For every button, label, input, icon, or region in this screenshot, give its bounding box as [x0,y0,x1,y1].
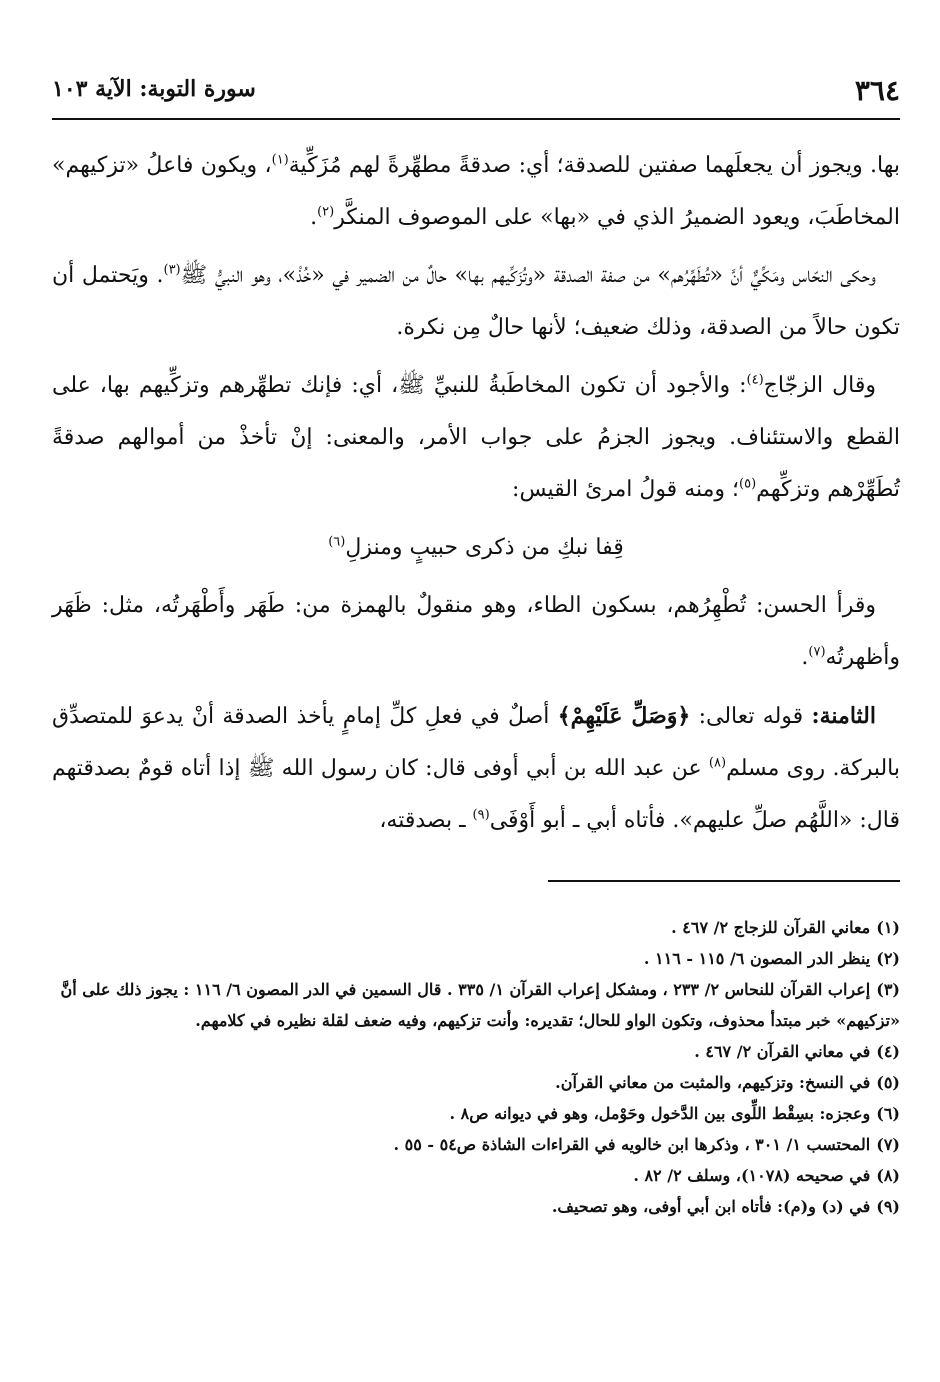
text-run: أصلٌ في فعلِ كلِّ إمامٍ يأخذ الصدقة أنْ يدعوَ للمتصدِّق بالبركة. روى مسلم [52,704,901,781]
footnote-number: (٢) [876,949,900,968]
paragraph-4 [52,580,900,684]
footnote-1 [52,912,900,943]
footnote-text: في صحيحه (١٠٧٨)، وسلف ٢/ ٨٢ . [633,1166,871,1185]
text-run: . ويَحتمل أن تكون حالاً من الصدقة، وذلك ضعيف؛ لأنها حالٌ مِن نكرة. [52,263,900,340]
main-text [52,140,900,853]
footnote-text: إعراب القرآن للنحاس ٢/ ٢٣٣ ، ومشكل إعراب القرآن ١/ ٣٣٥ . قال السمين في الدر المصون ٦/ ١١٦ : يجوز ذلك على أنَّ «تزكيهم» خبر مبتدأ محذوف، وتكون الواو للحال؛ تقديره: وأنت تزكيهم، وفيه ضعف لقلة نظيره في كلامهم. [60,980,900,1030]
section-lead: الثامنة: [811,703,876,729]
footnote-8 [52,1160,900,1191]
text-run: ، ويكون فاعلُ «تزكيهم» المخاطَبَ، ويعود الضميرُ الذي في «بها» على الموصوف المنكَّر [52,153,900,230]
footnote-number: (١) [876,918,900,937]
footnote-number: (٥) [876,1073,900,1092]
footnote-9 [52,1191,900,1222]
text-run: قوله تعالى: [690,704,812,729]
header-rule [52,118,900,120]
text-run: وقرأ الحسن: تُطْهِرُهم، بسكون الطاء، وهو منقولٌ بالهمزة من: طَهَر وأَطْهَرتُه، مثل: ظَهَر وأظهرتُه [52,593,900,670]
footnote-6 [52,1098,900,1129]
footnote-ref-1[interactable]: (١) [271,152,289,168]
footnote-2 [52,943,900,974]
footnote-ref-5[interactable]: (٥) [739,476,757,492]
poetry-verse [52,522,900,574]
footnote-number: (٧) [876,1135,900,1154]
footnote-5 [52,1067,900,1098]
text-run: وقال الزجّاج [763,373,876,398]
verse-text: قِفا نبكِ من ذكرى حبيبٍ ومنزلِ [345,535,624,560]
page-number: ٣٦٤ [854,74,900,107]
footnote-ref-8[interactable]: (٨) [708,755,727,771]
footnote-ref-9[interactable]: (٩) [472,807,490,823]
footnote-3 [52,974,900,1036]
footnote-text: المحتسب ١/ ٣٠١ ، وذكرها ابن خالويه في القراءات الشاذة ص٥٤ - ٥٥ . [393,1135,871,1154]
paragraph-5 [52,690,900,847]
footnote-text: في (د) و(م): فأتاه ابن أبي أوفى، وهو تصحيف. [551,1197,871,1216]
footnote-7 [52,1129,900,1160]
footnote-number: (٣) [876,980,900,999]
footnote-ref-4[interactable]: (٤) [746,372,764,388]
footnote-number: (٤) [876,1042,900,1061]
footnote-text: وعجزه: بسِقْط اللِّوى بين الدَّخول وحَوْمل، وهو في ديوانه ص٨ . [449,1104,871,1123]
footnote-text: معاني القرآن للزجاج ٢/ ٤٦٧ . [671,918,871,937]
paragraph-1 [52,140,900,244]
footnote-ref-2[interactable]: (٢) [317,204,335,220]
text-run: عن عبد الله بن أبي أوفى قال: كان رسول الله ﷺ إذا أتاه قومٌ بصدقتهم قال: «اللَّهُم صلِّ عليهم». فأتاه أبي ـ أبو أَوْفَى [52,756,900,833]
footnote-text: في النسخ: وتزكيهم، والمثبت من معاني القرآن. [555,1073,871,1092]
text-run: ؛ ومنه قولُ امرئ القيس: [512,477,740,502]
footnote-number: (٩) [876,1197,900,1216]
footnote-number: (٨) [876,1166,900,1185]
footnote-separator [548,880,900,882]
text-run: : والأجود أن تكون المخاطَبةُ للنبيِّ ﷺ، أي: فإنك تطهِّرهم وتزكِّيهم بها، على القطع والاستئناف. ويجوز الجزمُ على جواب الأمر، والمعنى: إنْ تأخذْ من أموالهم صدقةً تُطَهِّرْهم وتزكِّهم [52,373,900,502]
text-run: . [801,645,809,670]
page-header [52,68,900,120]
text-run: . [310,205,318,230]
text-run: وحكى النحّاس ومَكِّيٌّ أنَّ «تُطَهِّرُهم» من صفة الصدقة «وتُزَكِّيهم بها» حالٌ من الضمير في «خُذْ»، وهو النبيُّ ﷺ [180,263,876,288]
footnote-number: (٦) [876,1104,900,1123]
footnotes [52,912,900,1222]
paragraph-2 [52,250,900,354]
footnote-ref-3[interactable]: (٣) [163,262,181,278]
quran-quote: ﴿وَصَلِّ عَلَيْهِمْ﴾ [557,703,691,729]
footnote-ref-6[interactable]: (٦) [328,534,346,550]
footnote-4 [52,1036,900,1067]
footnote-text: في معاني القرآن ٢/ ٤٦٧ . [694,1042,871,1061]
footnote-ref-7[interactable]: (٧) [808,644,826,660]
text-run: بها. ويجوز أن يجعلَهما صفتين للصدقة؛ أي: صدقةً مطهِّرةً لهم مُزَكِّية [288,153,900,178]
text-run: ـ بصدقته، [379,808,473,833]
footnote-text: ينظر الدر المصون ٦/ ١١٥ - ١١٦ . [643,949,871,968]
paragraph-3 [52,360,900,516]
running-title: سورة التوبة: الآية ١٠٣ [52,76,256,102]
